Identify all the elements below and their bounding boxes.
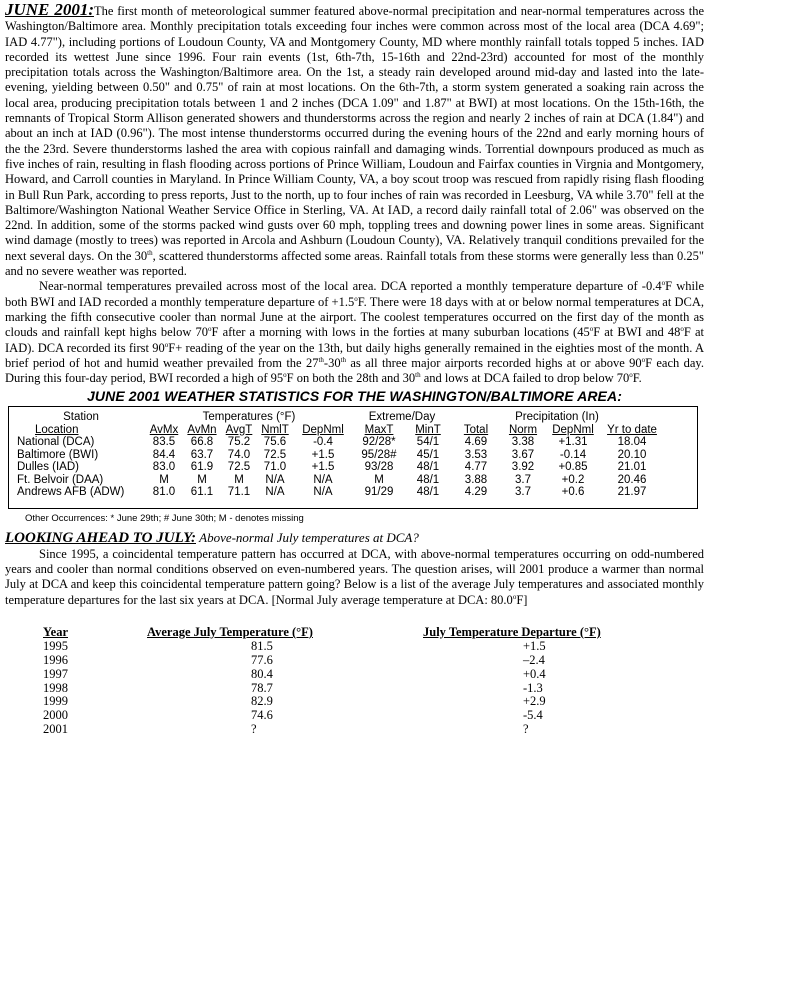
july-year: 1998 — [43, 680, 68, 695]
stats-row — [17, 436, 663, 449]
stats-cell: 21.97 — [617, 486, 647, 499]
stats-col-header: Norm — [508, 423, 538, 436]
stats-row — [17, 474, 663, 487]
july-avg-temp: ? — [251, 722, 257, 737]
stats-cell: +0.85 — [558, 461, 588, 474]
stats-title: JUNE 2001 WEATHER STATISTICS FOR THE WASHINGTON/BALTIMORE AREA: — [87, 388, 622, 405]
stats-cell: 20.10 — [617, 448, 647, 461]
station-name: National (DCA) — [17, 436, 95, 449]
other-occurrences: Other Occurrences: * June 29th; # June 30th; M - denotes missing — [25, 513, 304, 525]
sup-th: th — [318, 355, 324, 364]
july-year: 2001 — [43, 722, 68, 737]
stats-col-header: MaxT — [364, 423, 394, 436]
stats-cell: M — [197, 473, 207, 486]
july-departure: +0.4 — [523, 666, 546, 681]
july-departure: -1.3 — [523, 680, 543, 695]
stats-cell: 3.7 — [515, 486, 531, 499]
july-header-row — [43, 626, 643, 640]
july-row — [43, 668, 643, 682]
june-text-2a: Near-normal temperatures prevailed across most of the local area. DCA reported a monthly temperature departure of -0.4 — [39, 279, 662, 294]
station-name: Dulles (IAD) — [17, 461, 79, 474]
july-col-dep: July Temperature Departure (°F) — [423, 624, 601, 639]
stats-group-header-row — [17, 411, 663, 424]
stats-cell: 71.0 — [263, 461, 287, 474]
july-avg-temp: 74.6 — [251, 708, 273, 723]
july-avg-temp: 81.5 — [251, 638, 273, 653]
june-text-2d: F after a morning with lows in the forties at many suburban locations (45 — [211, 325, 590, 340]
stats-cell: 3.53 — [464, 448, 488, 461]
july-row — [43, 654, 643, 668]
stats-cell: 54/1 — [416, 436, 440, 449]
stats-cell: N/A — [265, 473, 285, 486]
stats-table-box — [8, 406, 698, 509]
stats-col-header: Yr to date — [607, 423, 657, 436]
stats-cell: M — [159, 473, 169, 486]
july-col-avg: Average July Temperature (°F) — [147, 624, 313, 639]
group-temperatures: Temperatures (°F) — [202, 411, 296, 424]
sup-th: th — [147, 248, 153, 257]
july-avg-temp: 77.6 — [251, 652, 273, 667]
sup-th: th — [340, 355, 347, 364]
stats-body — [17, 436, 663, 499]
july-departure: +1.5 — [523, 638, 546, 653]
stats-col-header: Total — [463, 423, 489, 436]
july-year: 1997 — [43, 666, 68, 681]
july-departure: +2.9 — [523, 694, 546, 709]
stats-cell: +1.5 — [311, 448, 335, 461]
june-title: JUNE 2001: — [5, 0, 94, 19]
stats-cell: 66.8 — [190, 436, 214, 449]
stats-cell: 71.1 — [227, 486, 251, 499]
stats-cell: 20.46 — [617, 473, 647, 486]
stats-col-header: AvMx — [149, 423, 179, 436]
group-extreme: Extreme/Day — [368, 411, 436, 424]
july-col-year: Year — [43, 624, 68, 639]
stats-col-header: NmlT — [261, 423, 289, 436]
stats-cell: +1.31 — [558, 436, 588, 449]
stats-cell: 93/28 — [364, 461, 394, 474]
degree-mark: o — [661, 279, 666, 288]
stats-col-header: Location — [35, 423, 79, 436]
stats-cell: 18.04 — [617, 436, 647, 449]
stats-cell: 95/28# — [361, 448, 397, 461]
july-heading — [5, 530, 704, 546]
station-name: Ft. Belvoir (DAA) — [17, 473, 104, 486]
stats-cell: 81.0 — [152, 486, 176, 499]
june-text-2i: as all three major airports recorded highs at or above 90 — [346, 355, 642, 370]
stats-cell: N/A — [265, 486, 285, 499]
stats-cell: 84.4 — [152, 448, 176, 461]
stats-col-header: AvMn — [187, 423, 217, 436]
july-avg-temp: 82.9 — [251, 694, 273, 709]
july-row — [43, 682, 643, 696]
stats-table — [17, 411, 663, 499]
july-year: 1996 — [43, 652, 68, 667]
stats-cell: -0.14 — [559, 448, 587, 461]
station-name: Andrews AFB (ADW) — [17, 486, 125, 499]
july-body — [43, 640, 643, 737]
degree-mark: o — [208, 325, 212, 334]
stats-row — [17, 461, 663, 474]
stats-col-header: DepNml — [552, 423, 594, 436]
june-text-1-end: , scattered thunderstorms affected some areas. Rainfall totals from these storms were generally less than 0.25" and no severe weather was reported. — [5, 248, 704, 279]
july-year: 1995 — [43, 638, 68, 653]
newsletter-page — [5, 2, 704, 737]
stats-cell: 91/29 — [364, 486, 394, 499]
stats-row — [17, 449, 663, 462]
stats-cell: N/A — [313, 473, 333, 486]
stats-cell: 3.88 — [464, 473, 488, 486]
stats-cell: N/A — [313, 486, 333, 499]
stats-cell: 3.67 — [511, 448, 535, 461]
stats-col-header: MinT — [415, 423, 441, 436]
july-text-a: Since 1995, a coincidental temperature pattern has occurred at DCA, with above-normal temperatures occurring on odd-numbered years and cooler than normal conditions observed on even-numbered years. The question arises, will 2001 produce a warmer than normal July at DCA and keep this coincidental temperature pattern going? Below is a list of the average July temperatures and associated monthly temperature departures for the last six years at DCA. [Normal July average temperature at DCA: 80.0 — [5, 546, 704, 607]
stats-cell: 48/1 — [416, 473, 440, 486]
july-year: 2000 — [43, 708, 68, 723]
degree-mark: o — [589, 325, 594, 334]
degree-mark: o — [354, 294, 358, 303]
june-text-2b: F while both BWI and IAD recorded a monthly temperature departure of +1.5 — [5, 279, 704, 309]
july-avg-temp: 80.4 — [251, 666, 273, 681]
stats-col-header: DepNml — [302, 423, 344, 436]
june-text-2l: and lows at DCA failed to drop below 70 — [420, 371, 630, 386]
stats-col-header: AvgT — [225, 423, 253, 436]
june-text-1: The first month of meteorological summer featured above-normal precipitation and near-normal temperatures across the Washington/Baltimore area. Monthly precipitation totals exceeding four inches were common across most of the local area (DCA 4.69"; IAD 4.77"), including portions of Loudoun County, VA and Montgomery County, MD where monthly rainfall totals topped 5 inches. IAD recorded its wettest June since 1996. Four rain events (1st, 6th-7th, 15-16th and 22nd-23rd) accounted for most of the monthly precipitation totals across the Washington/Baltimore area. On the 1st, a steady rain developed around mid-day and lasted into the late-evening, yielding between 0.50" and 0.75" of rain at most locations. On the 6th-7th, a storm system generated a soaking rain across the local area, producing precipitation totals between 1 and 2 inches (DCA 1.09" and 1.87" at BWI) at most locations. On the 15th-16th, the remnants of Tropical Storm Allison generated showers and thunderstorms across the region and nearly 2 inches of rain at DCA (1.84") and about an inch at IAD (0.96"). The most intense thunderstorms occurred during the evening hours of the 22nd and early morning hours of the the 23rd. Severe thunderstorms lashed the area with copious rainfall and damaging winds. Torrential downpours produced as much as five inches of rain, resulting in flash flooding across portions of Prince William, Loudoun and Fairfax counties in Virgnia and Montgomery, Howard, and Carroll counties in Maryland. In Prince William County, VA, a boy scout troop was rescued from rapidly rising flash flooding in Bull Run Park, according to press reports, Just to the north, up to four inches of rain was recorded in Leesburg, VA while 3.70" fell at the Baltimore/Washington National Weather Service Office in Sterling, VA. At IAD, a record daily rainfall total of 2.06" was observed on the 22nd. In addition, some of the storms packed wind gusts over 60 mph, toppling trees and downing power lines in some areas. Significant wind damage (mostly to trees) was reported in Arcola and Ashburn (Loudoun County), VA. Relatively tranquil conditions prevailed for the next several days. On the 30 — [5, 4, 704, 263]
stats-cell: +0.6 — [561, 486, 585, 499]
july-year: 1999 — [43, 694, 68, 709]
july-departure: –2.4 — [523, 652, 545, 667]
july-departure: -5.4 — [523, 708, 543, 723]
june-text-2f: F at IAD). DCA recorded its first 90 — [5, 325, 704, 355]
station-name: Baltimore (BWI) — [17, 448, 99, 461]
degree-mark: o — [629, 370, 633, 379]
july-row — [43, 709, 643, 723]
stats-cell: -0.4 — [313, 436, 333, 449]
degree-mark: o — [512, 592, 517, 601]
stats-cell: 3.92 — [511, 461, 535, 474]
group-precipitation: Precipitation (In) — [515, 411, 599, 424]
stats-cell: 61.9 — [190, 461, 214, 474]
stats-cell: 4.29 — [464, 486, 488, 499]
july-row — [43, 640, 643, 654]
degree-mark: o — [680, 325, 684, 334]
group-station: Station — [63, 411, 99, 424]
stats-cell: 75.6 — [263, 436, 287, 449]
july-row — [43, 695, 643, 709]
stats-cell: 92/28* — [362, 436, 396, 449]
stats-row — [17, 486, 663, 499]
stats-cell: 48/1 — [416, 486, 440, 499]
june-text-2c: F. There were 18 days with at or below normal temperatures at DCA, marking the fifth consecutive cooler than normal June at the airport. The coolest temperatures occurred on the first day of the month as clouds and rainfall kept highs below 70 — [5, 294, 704, 340]
june-text-2h: -30 — [323, 355, 341, 370]
stats-cell: 63.7 — [190, 448, 214, 461]
stats-cell: 83.0 — [152, 461, 176, 474]
degree-mark: o — [283, 370, 287, 379]
degree-mark: o — [641, 355, 646, 364]
stats-cell: 74.0 — [227, 448, 251, 461]
stats-cell: 4.69 — [464, 436, 488, 449]
july-departure: ? — [523, 722, 529, 737]
july-title: LOOKING AHEAD TO JULY: — [5, 530, 196, 547]
stats-cell: 72.5 — [263, 448, 287, 461]
july-text-b: F] — [516, 592, 528, 607]
july-row — [43, 723, 643, 737]
stats-cell: 4.77 — [464, 461, 488, 474]
june-text-2j: F each day. During this four-day period, BWI recorded a high of 95 — [5, 355, 704, 386]
stats-cell: 61.1 — [190, 486, 214, 499]
july-paragraph — [5, 547, 704, 608]
degree-mark: o — [164, 340, 169, 349]
stats-cell: 3.38 — [511, 436, 535, 449]
stats-cell: 83.5 — [152, 436, 176, 449]
june-paragraph-1 — [5, 2, 704, 279]
june-text-2m: F. — [632, 371, 642, 386]
sup-th: th — [415, 370, 421, 379]
stats-cell: 48/1 — [416, 461, 440, 474]
june-paragraph-2 — [5, 279, 704, 386]
stats-column-header-row — [17, 424, 663, 437]
stats-cell: 75.2 — [227, 436, 251, 449]
june-text-2e: F at BWI and 48 — [593, 325, 681, 340]
july-table — [43, 626, 643, 737]
june-text-2k: F on both the 28th and 30 — [286, 371, 416, 386]
july-avg-temp: 78.7 — [251, 680, 273, 695]
stats-cell: 72.5 — [227, 461, 251, 474]
june-text-2g: F+ reading of the year on the 13th, but daily highs generally remained in the eighties most of the month. A brief period of hot and humid weather prevailed from the 27 — [5, 340, 704, 370]
stats-cell: 3.7 — [515, 473, 531, 486]
stats-cell: +0.2 — [561, 473, 585, 486]
stats-cell: 45/1 — [416, 448, 440, 461]
stats-cell: 21.01 — [617, 461, 647, 474]
stats-cell: M — [374, 473, 384, 486]
stats-cell: M — [234, 473, 244, 486]
july-subtitle: Above-normal July temperatures at DCA? — [199, 530, 419, 546]
stats-cell: +1.5 — [311, 461, 335, 474]
